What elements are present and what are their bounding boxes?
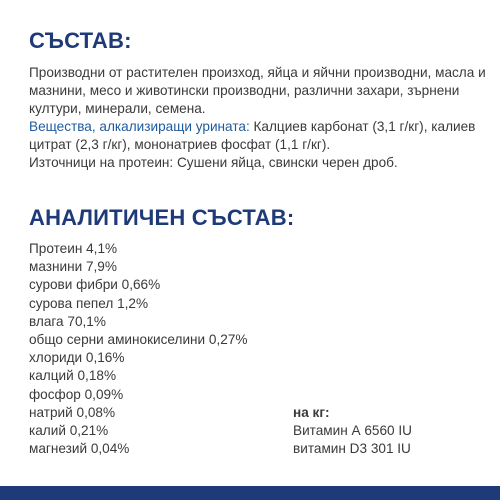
- analytical-item: мазнини 7,9%: [29, 259, 117, 275]
- analytical-item: сурови фибри 0,66%: [29, 277, 161, 293]
- analytical-list: [29, 240, 247, 458]
- composition-text: [29, 64, 491, 172]
- urine-alkalizers-text: Калциев карбонат (3,1 г/кг), калиев цитрат (2,3 г/кг), мононатриев фосфат (1,1 г/кг).: [29, 119, 476, 152]
- protein-sources-paragraph: Източници на протеин: Сушени яйца, свински черен дроб.: [29, 155, 398, 170]
- analytical-item: Протеин 4,1%: [29, 241, 118, 256]
- per-kg-block: [293, 404, 412, 459]
- analytical-heading: АНАЛИТИЧЕН СЪСТАВ:: [29, 205, 295, 230]
- analytical-item: общо серни аминокиселини 0,27%: [29, 332, 248, 348]
- analytical-item: натрий 0,08%: [29, 404, 116, 420]
- per-kg-title: на кг:: [293, 405, 330, 420]
- urine-alkalizers-paragraph: [29, 118, 491, 154]
- vitamin-a: Витамин А 6560 IU: [293, 423, 412, 439]
- bottom-bar: [0, 486, 500, 500]
- analytical-item: сурова пепел 1,2%: [29, 295, 149, 311]
- analytical-item: калий 0,21%: [29, 423, 109, 439]
- analytical-item: хлориди 0,16%: [29, 350, 125, 366]
- urine-alkalizers-label: Вещества, алкализиращи урината:: [29, 119, 250, 134]
- ingredients-paragraph: Производни от растителен произход, яйца и яйчни производни, масла и мазнини, месо и животински производни, различни захари, зърнени култури, минерали, семена.: [29, 65, 486, 116]
- vitamin-d3: витамин D3 301 IU: [293, 441, 411, 457]
- analytical-item: влага 70,1%: [29, 313, 106, 329]
- analytical-item: фосфор 0,09%: [29, 386, 124, 402]
- analytical-item: магнезий 0,04%: [29, 441, 130, 457]
- analytical-item: калций 0,18%: [29, 368, 117, 384]
- composition-heading: СЪСТАВ:: [29, 28, 132, 53]
